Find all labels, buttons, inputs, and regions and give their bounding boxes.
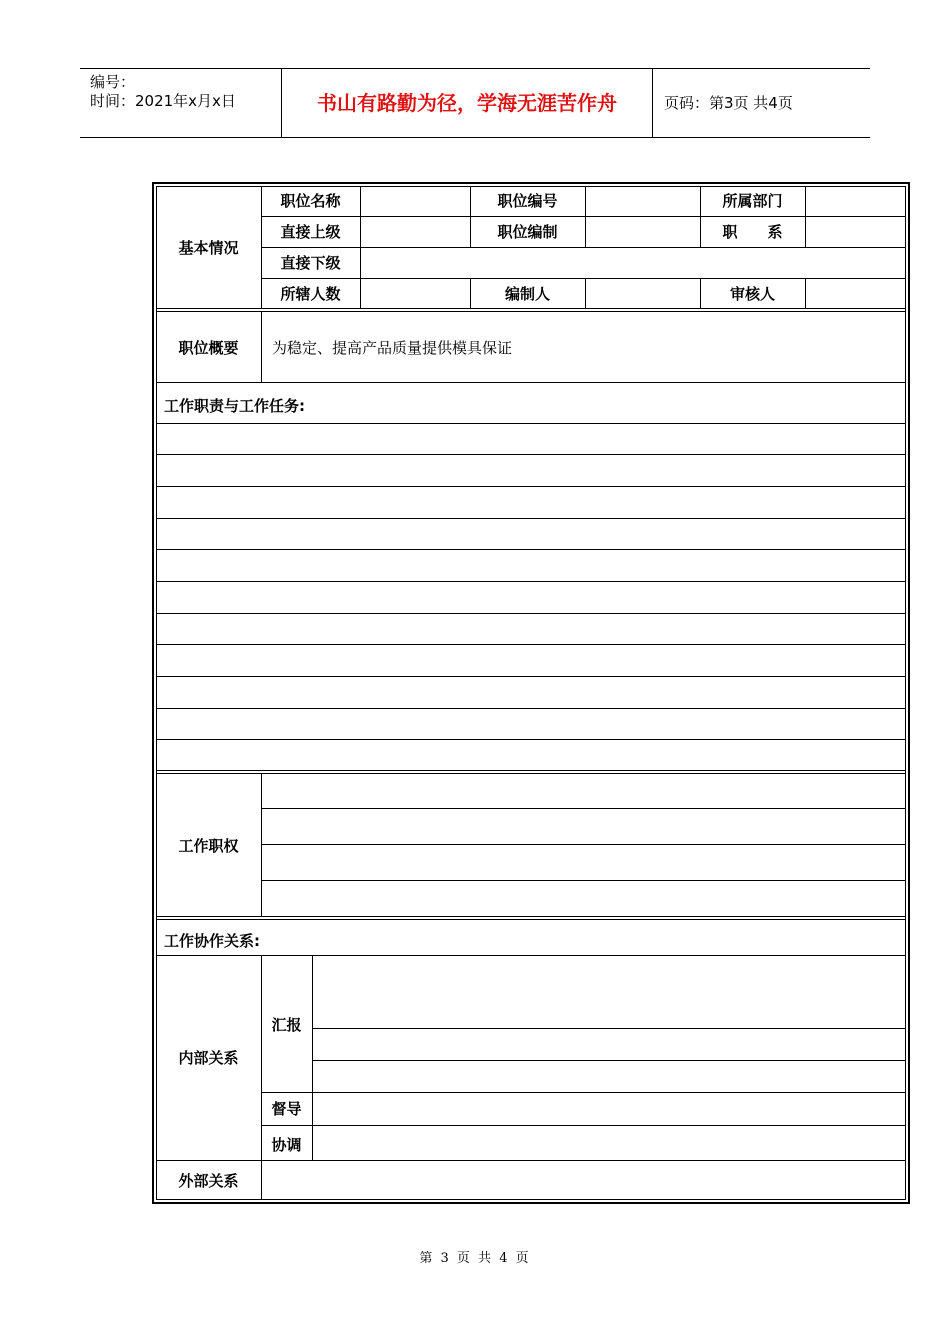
rank-label: 职 系 xyxy=(722,223,783,241)
table-rule xyxy=(261,247,906,248)
table-rule xyxy=(261,773,262,917)
table-rule xyxy=(360,278,361,309)
position-no-label: 职位编号 xyxy=(497,192,558,210)
table-rule xyxy=(156,382,906,383)
headcount-label: 所辖人数 xyxy=(280,285,341,303)
table-rule xyxy=(261,1125,906,1126)
table-rule xyxy=(156,1160,906,1161)
table-rule xyxy=(805,278,806,309)
motto: 书山有路勤为径，学海无涯苦作舟 xyxy=(282,69,653,137)
authority-label: 工作职权 xyxy=(178,837,239,855)
table-rule xyxy=(156,613,906,614)
table-rule xyxy=(360,247,361,278)
table-rule xyxy=(156,186,906,187)
external-relations-label: 外部关系 xyxy=(178,1172,239,1190)
coordinate-label: 协调 xyxy=(271,1136,302,1154)
relations-label: 工作协作关系: xyxy=(164,932,260,950)
table-rule xyxy=(156,423,906,424)
table-rule xyxy=(156,308,906,309)
table-rule xyxy=(156,919,906,920)
table-rule xyxy=(261,808,906,809)
prepared-by-label: 编制人 xyxy=(504,285,550,303)
page-info: 页码：第3页 共4页 xyxy=(664,94,793,112)
summary-label: 职位概要 xyxy=(178,339,239,357)
department-label: 所属部门 xyxy=(722,192,783,210)
table-rule xyxy=(156,311,906,312)
table-rule xyxy=(261,216,906,217)
basic-info-label: 基本情况 xyxy=(178,239,239,257)
table-rule xyxy=(261,1092,906,1093)
direct-subordinate-label: 直接下级 xyxy=(280,254,341,272)
code-label: 编号： xyxy=(90,73,136,91)
table-rule xyxy=(805,186,806,247)
table-rule xyxy=(156,581,906,582)
table-rule xyxy=(156,486,906,487)
reviewer-label: 审核人 xyxy=(729,285,775,303)
duties-label: 工作职责与工作任务: xyxy=(164,397,305,415)
table-rule xyxy=(156,454,906,455)
table-rule xyxy=(261,278,906,279)
date-label: 时间：2021年x月x日 xyxy=(90,92,236,110)
table-rule xyxy=(156,549,906,550)
table-rule xyxy=(156,1199,906,1200)
table-rule xyxy=(156,916,906,917)
table-rule xyxy=(156,739,906,740)
document-header xyxy=(80,68,870,138)
position-quota-label: 职位编制 xyxy=(497,223,558,241)
direct-superior-label: 直接上级 xyxy=(280,223,341,241)
summary-text: 为稳定、提高产品质量提供模具保证 xyxy=(272,339,513,357)
internal-relations-label: 内部关系 xyxy=(178,1049,239,1067)
table-rule xyxy=(905,186,906,1200)
table-rule xyxy=(585,186,586,247)
table-rule xyxy=(261,844,906,845)
table-rule xyxy=(585,278,586,309)
form-body xyxy=(156,186,906,1200)
table-rule xyxy=(261,955,262,1200)
table-rule xyxy=(261,880,906,881)
table-rule xyxy=(156,644,906,645)
table-rule xyxy=(312,1060,906,1061)
header-meta-cell xyxy=(80,69,282,137)
table-rule xyxy=(156,773,906,774)
supervise-label: 督导 xyxy=(271,1100,302,1118)
table-rule xyxy=(312,1028,906,1029)
table-rule xyxy=(360,186,361,247)
table-rule xyxy=(156,708,906,709)
position-name-label: 职位名称 xyxy=(280,192,341,210)
table-rule xyxy=(261,311,262,382)
table-rule xyxy=(156,518,906,519)
report-label: 汇报 xyxy=(271,1016,302,1034)
table-rule xyxy=(156,676,906,677)
table-rule xyxy=(156,770,906,771)
table-rule xyxy=(312,955,313,1160)
page-footer: 第 3 页 共 4 页 xyxy=(419,1251,531,1266)
table-rule xyxy=(156,955,906,956)
